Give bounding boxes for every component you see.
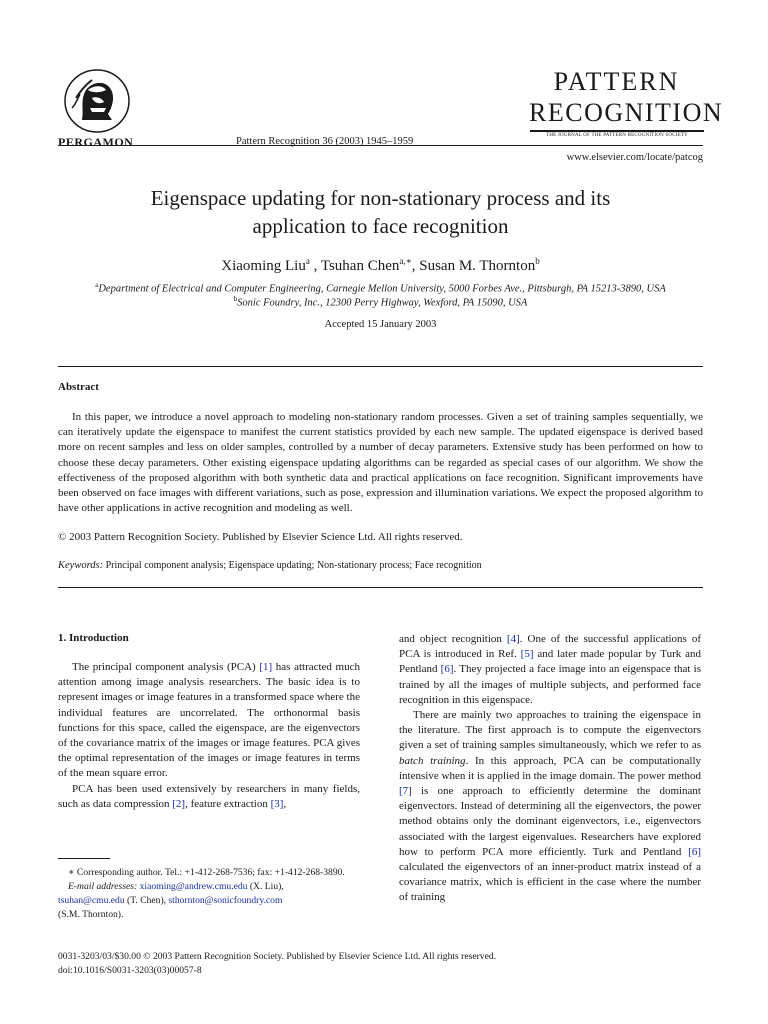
reference-link[interactable]: [1] — [259, 661, 273, 673]
footnote-emails-end: (S.M. Thornton). — [58, 909, 124, 920]
paragraph-text: PCA has been used extensively by researchers in many fields, such as data compression — [58, 782, 360, 810]
reference-link[interactable]: [6] — [688, 845, 701, 858]
section-heading-introduction: 1. Introduction — [58, 632, 129, 644]
footnote — [58, 866, 362, 922]
email-owner: (X. Liu), — [247, 881, 284, 892]
abstract-body: In this paper, we introduce a novel approach to modeling non-stationary random processes. Given a set of training samples sequentially, we can iteratively update the eigenspace to manifest the current statistics provided by each new sample. The updated eigenspace is derived based more on recent samples and less on older samples, controlled by a number of decay parameters. Extensive study has been performed on how to choose these decay parameters. Other existing eigenspace updating algorithms can be regarded as special cases of our algorithm. We show the effectiveness of the proposed algorithm with both synthetic data and practical applications on face recognition. Significant improvements have been observed on face images with different variations, such as pose, expression and illumination variations. We expect the proposed algorithm to have other applications in active recognition and modeling as well. — [58, 411, 703, 515]
journal-title-line1: PATTERN — [553, 67, 680, 96]
email-link[interactable]: tsuhan@cmu.edu — [58, 895, 125, 906]
paragraph — [58, 782, 360, 812]
journal-title-line2: RECOGNITION — [529, 98, 724, 127]
affiliation-text: Department of Electrical and Computer Engineering, Carnegie Mellon University, 5000 Forbes Ave., Pittsburgh, PA 15213-3890, USA — [98, 283, 666, 295]
journal-title — [529, 66, 724, 128]
reference-link[interactable]: [6] — [440, 663, 454, 676]
journal-citation: Pattern Recognition 36 (2003) 1945–1959 — [236, 136, 414, 147]
keywords — [58, 560, 703, 571]
accepted-date: Accepted 15 January 2003 — [324, 319, 437, 330]
paper-title — [58, 184, 703, 240]
reference-link[interactable]: [3] — [270, 797, 284, 810]
abstract-heading: Abstract — [58, 381, 99, 393]
paragraph-text: . They projected a face image into an eigenspace that is trained by all the images of multiple subjects, and performed face recognition in this eigenspace. — [399, 663, 701, 706]
reference-link[interactable]: [2] — [172, 797, 186, 810]
paragraph-text: The principal component analysis (PCA) — [72, 661, 260, 673]
author-affiliation-mark: a — [305, 256, 310, 266]
abstract-copyright: © 2003 Pattern Recognition Society. Published by Elsevier Science Ltd. All rights reserved. — [58, 531, 463, 543]
paragraph — [399, 632, 701, 708]
paragraph-text: There are mainly two approaches to training the eigenspace in the literature. The first approach is to compute the eigenvectors given a set of training samples simultaneously, which we refer to as — [399, 709, 701, 752]
paragraph-text: has attracted much attention among image analysis researchers. The basic idea is to represent images or image features in a transformed space where the individual features are uncorrelated. The orthonormal basis functions for this space, called the eigenspace, are the eigenvectors of the covariance matrix of the images or image features. PCA gives the optimal representation of the images or image features in terms of the mean square error. — [58, 661, 360, 780]
paper-title-line2: application to face recognition — [252, 214, 509, 238]
email-label: E-mail addresses: — [68, 881, 138, 892]
paragraph-text: , feature extraction — [185, 797, 271, 810]
email-owner: (T. Chen), — [124, 895, 169, 906]
keywords-label: Keywords: — [58, 560, 104, 571]
affiliation-mark: a — [95, 281, 99, 289]
right-column — [399, 632, 701, 906]
footnote-divider — [58, 858, 110, 859]
elsevier-tree-logo-icon — [62, 68, 132, 134]
header-divider — [58, 145, 703, 146]
affiliation-a — [58, 281, 703, 295]
reference-link[interactable]: [5] — [520, 648, 534, 661]
paragraph-text: . One of the successful applications of PCA is introduced in Ref. — [399, 633, 702, 661]
author-list: Xiaoming Liu$^a$ , Tsuhan Chen$^{a,∗}$, Susan M. Thornton$^b$ — [221, 256, 540, 274]
author-name: Tsuhan Chen — [320, 258, 400, 274]
abstract-bottom-divider — [58, 587, 703, 588]
journal-url[interactable]: www.elsevier.com/locate/patcog — [566, 152, 703, 163]
affiliation-mark: b — [233, 295, 238, 303]
keywords-text: Principal component analysis; Eigenspace updating; Non-stationary process; Face recognition — [105, 560, 482, 571]
footnote-corresponding: ∗ Corresponding author. Tel.: +1-412-268-7536; fax: +1-412-268-3890. — [68, 867, 345, 878]
left-column — [58, 660, 360, 812]
emphasis-text: batch training — [399, 754, 466, 767]
affiliation-b — [58, 295, 703, 309]
paragraph-text: , — [283, 797, 287, 810]
footnote-emails-cont — [58, 894, 362, 908]
paragraph-text: and later made popular by Turk and Pentland — [399, 648, 702, 676]
author-affiliation-mark: b — [535, 256, 540, 266]
author-name: Susan M. Thornton — [419, 258, 536, 274]
paper-title-line1: Eigenspace updating for non-stationary process and its — [150, 186, 611, 210]
affiliation-text: Sonic Foundry, Inc., 12300 Perry Highway, Wexford, PA 15090, USA — [237, 297, 528, 309]
publisher-name: PERGAMON — [58, 135, 134, 149]
paragraph-text: . In this approach, PCA can be computationally intensive when it is applied in the image domain. The power method — [399, 754, 701, 782]
paragraph — [399, 708, 701, 906]
paragraph-text: is one approach to efficiently determine the dominant eigenvectors. Instead of determining all the eigenvectors, the power method obtains only the dominant eigenvectors, i.e., eigenvectors associated with the largest eigenvalues. Researchers have explored how to perform PCA more efficiently. Turk and Pentland — [399, 785, 701, 858]
page-bottom-info — [58, 950, 496, 978]
paragraph-text: calculated the eigenvectors of an inner-product matrix instead of a covariance matrix, which is efficient in the case where the number of training — [399, 861, 701, 904]
email-link[interactable]: sthornton@sonicfoundry.com — [168, 895, 283, 906]
email-link[interactable]: xiaoming@andrew.cmu.edu — [139, 881, 248, 892]
reference-link[interactable]: [7] — [399, 785, 412, 798]
issn-copyright: 0031-3203/03/$30.00 © 2003 Pattern Recognition Society. Published by Elsevier Science Ltd. All rights reserved. — [58, 951, 497, 962]
reference-link[interactable]: [4] — [506, 633, 520, 645]
doi: doi:10.1016/S0031-3203(03)00057-8 — [58, 965, 202, 976]
paragraph — [58, 660, 360, 782]
author-name: Xiaoming Liu — [221, 258, 306, 274]
journal-subtitle: THE JOURNAL OF THE PATTERN RECOGNITION SOCIETY — [530, 130, 704, 138]
footnote-emails — [58, 880, 362, 894]
author-affiliation-mark: a,∗ — [399, 256, 412, 266]
paragraph-text: and object recognition — [399, 633, 507, 645]
abstract-top-divider — [58, 366, 703, 367]
